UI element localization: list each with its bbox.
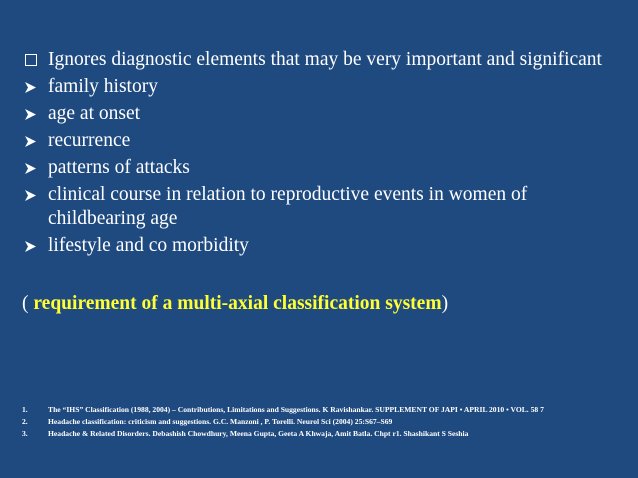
arrow-bullet-icon [22, 102, 44, 128]
arrow-bullet-icon [22, 129, 44, 155]
reference-number: 3. [22, 429, 28, 438]
bullet-item [22, 75, 622, 99]
arrow-bullet-icon [22, 156, 44, 182]
reference-item [22, 417, 622, 427]
bullet-text: clinical course in relation to reproductive events in women of childbearing age [48, 184, 528, 229]
arrow-bullet-icon [22, 234, 44, 260]
reference-text: Headache & Related Disorders. Debashish Chowdhury, Meena Gupta, Geeta A Khwaja, Amit Batla. Chpt r1. Shashikant S Seshia [48, 429, 469, 438]
checkbox-bullet-icon [25, 54, 37, 66]
requirement-highlight: requirement of a multi-axial classification system [33, 293, 442, 314]
bullet-item [22, 234, 622, 258]
reference-number: 1. [22, 405, 28, 414]
reference-list [22, 405, 622, 441]
bullet-item [22, 102, 622, 126]
bullet-text: family history [48, 76, 158, 97]
arrow-bullet-icon [22, 75, 44, 101]
requirement-open-paren: ( [22, 293, 34, 314]
reference-text: Headache classification: criticism and suggestions. G.C. Manzoni , P. Torelli. Neurol Sci (2004) 25:S67–S69 [48, 417, 393, 426]
bullet-text: age at onset [48, 103, 141, 124]
requirement-close-paren: ) [441, 293, 449, 314]
arrow-bullet-icon [22, 183, 44, 209]
reference-item [22, 405, 622, 415]
bullet-item [22, 48, 622, 72]
reference-text: The “IHS” Classification (1988, 2004) – Contributions, Limitations and Suggestions. K Ravishankar. SUPPLEMENT OF JAPI • APRIL 2010 • VOL. 58 7 [48, 405, 544, 414]
bullet-text: Ignores diagnostic elements that may be very important and significant [48, 49, 602, 70]
bullet-item [22, 129, 622, 153]
reference-item [22, 429, 622, 439]
reference-number: 2. [22, 417, 28, 426]
bullet-text: lifestyle and co morbidity [48, 235, 249, 256]
requirement-line [22, 292, 448, 316]
bullet-item [22, 183, 622, 231]
bullet-text: recurrence [48, 130, 131, 151]
bullet-list [22, 48, 622, 261]
bullet-text: patterns of attacks [48, 157, 190, 178]
bullet-item [22, 156, 622, 180]
